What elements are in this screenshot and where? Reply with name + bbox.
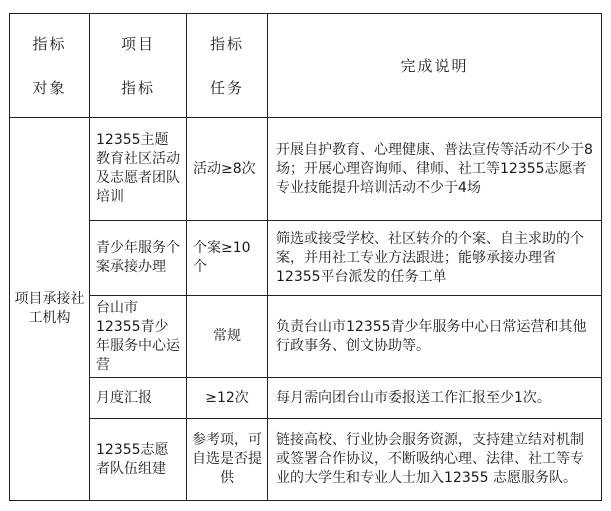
table-row xyxy=(10,221,602,296)
header-object: 指标 对象 xyxy=(10,14,90,118)
task-cell: 参考项，可自选是否提供 xyxy=(187,419,268,501)
indicator-table xyxy=(9,13,602,501)
object-cell: 项目承接社工机构 xyxy=(10,118,90,501)
description-cell: 每月需向团台山市委报送工作汇报至少1次。 xyxy=(268,378,602,419)
indicator-cell: 12355主题教育社区活动及志愿者团队培训 xyxy=(90,118,187,221)
description-cell: 筛选或接受学校、社区转介的个案、自主求助的个案，并用社工专业方法跟进；能够承接办理省12355平台派发的任务工单 xyxy=(268,221,602,296)
header-task: 指标 任务 xyxy=(187,14,268,118)
task-cell: 个案≥10个 xyxy=(187,221,268,296)
indicator-cell: 台山市12355青少年服务中心运营 xyxy=(90,296,187,378)
table-row xyxy=(10,296,602,378)
description-cell: 链接高校、行业协会服务资源，支持建立结对机制或签署合作协议，不断吸纳心理、法律、社工等专业的大学生和专业人士加入12355 志愿服务队。 xyxy=(268,419,602,501)
task-cell: 常规 xyxy=(187,296,268,378)
header-description: 完成说明 xyxy=(268,14,602,118)
indicator-cell: 月度汇报 xyxy=(90,378,187,419)
task-cell: 活动≥8次 xyxy=(187,118,268,221)
description-cell: 负责台山市12355青少年服务中心日常运营和其他行政事务、创文协助等。 xyxy=(268,296,602,378)
description-cell: 开展自护教育、心理健康、普法宣传等活动不少于8场；开展心理咨询师、律师、社工等12355志愿者专业技能提升培训活动不少于4场 xyxy=(268,118,602,221)
header-indicator: 项目 指标 xyxy=(90,14,187,118)
table-row xyxy=(10,118,602,221)
indicator-cell: 青少年服务个案承接办理 xyxy=(90,221,187,296)
table-row xyxy=(10,419,602,501)
table-row xyxy=(10,378,602,419)
header-row xyxy=(10,14,602,118)
task-cell: ≥12次 xyxy=(187,378,268,419)
indicator-cell: 12355志愿者队伍组建 xyxy=(90,419,187,501)
